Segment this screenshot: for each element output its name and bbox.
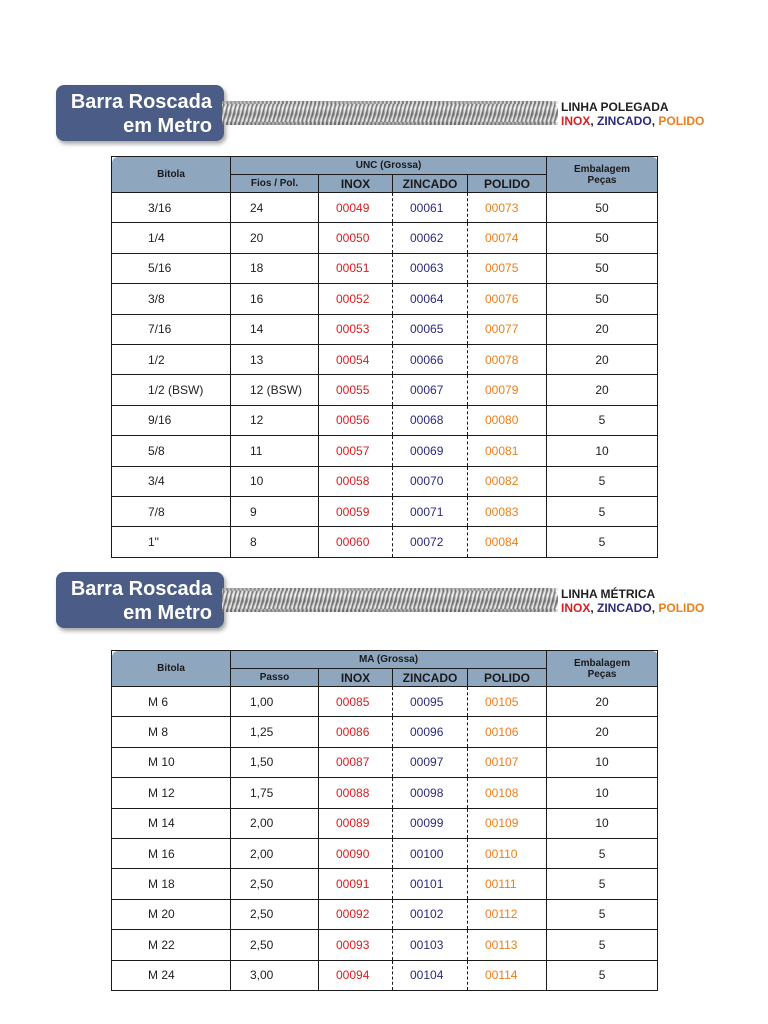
cell-pecas: 5 — [547, 838, 658, 868]
cell-zincado: 00104 — [393, 960, 468, 990]
cell-pecas: 20 — [547, 687, 658, 717]
cell-sub: 13 — [231, 344, 319, 374]
cell-pecas: 5 — [547, 899, 658, 929]
cell-polido: 00076 — [468, 284, 547, 314]
table-row — [112, 193, 658, 223]
cell-inox: 00056 — [319, 405, 393, 435]
cell-sub: 3,00 — [231, 960, 319, 990]
cell-bitola: M 6 — [112, 687, 231, 717]
table-body — [112, 687, 658, 991]
cell-bitola: M 20 — [112, 899, 231, 929]
line-title: LINHA POLEGADA — [561, 100, 669, 114]
cell-zincado: 00100 — [393, 838, 468, 868]
cell-zincado: 00071 — [393, 496, 468, 526]
cell-pecas: 10 — [547, 808, 658, 838]
cell-sub: 1,50 — [231, 747, 319, 777]
table-row — [112, 375, 658, 405]
table-row — [112, 253, 658, 283]
cell-pecas: 5 — [547, 466, 658, 496]
cell-polido: 00110 — [468, 838, 547, 868]
table-row — [112, 496, 658, 526]
cell-sub: 2,50 — [231, 869, 319, 899]
cell-zincado: 00070 — [393, 466, 468, 496]
header-zincado: ZINCADO — [393, 175, 468, 193]
cell-zincado: 00067 — [393, 375, 468, 405]
cell-polido: 00112 — [468, 899, 547, 929]
cell-polido: 00079 — [468, 375, 547, 405]
cell-inox: 00053 — [319, 314, 393, 344]
cell-inox: 00089 — [319, 808, 393, 838]
cell-polido: 00074 — [468, 223, 547, 253]
cell-bitola: 5/8 — [112, 436, 231, 466]
cell-bitola: 7/8 — [112, 496, 231, 526]
cell-zincado: 00098 — [393, 778, 468, 808]
badge-line-2: em Metro — [123, 115, 212, 137]
cell-pecas: 5 — [547, 527, 658, 557]
cell-polido: 00114 — [468, 960, 547, 990]
header-sub: Passo — [231, 669, 319, 687]
cell-bitola: M 12 — [112, 778, 231, 808]
cell-pecas: 5 — [547, 496, 658, 526]
badge-line-1: Barra Roscada — [70, 578, 212, 600]
cell-bitola: 7/16 — [112, 314, 231, 344]
cell-bitola: 3/4 — [112, 466, 231, 496]
cell-zincado: 00097 — [393, 747, 468, 777]
cell-bitola: M 16 — [112, 838, 231, 868]
cell-inox: 00086 — [319, 717, 393, 747]
cell-bitola: 3/16 — [112, 193, 231, 223]
cell-sub: 8 — [231, 527, 319, 557]
table-row — [112, 314, 658, 344]
header-inox: INOX — [319, 175, 393, 193]
threaded-rod-image — [222, 588, 558, 612]
cell-pecas: 20 — [547, 314, 658, 344]
cell-inox: 00055 — [319, 375, 393, 405]
cell-polido: 00082 — [468, 466, 547, 496]
cell-sub: 1,75 — [231, 778, 319, 808]
cell-sub: 24 — [231, 193, 319, 223]
cell-bitola: 1" — [112, 527, 231, 557]
cell-zincado: 00064 — [393, 284, 468, 314]
material-separator: , — [651, 601, 659, 615]
cell-pecas: 5 — [547, 405, 658, 435]
line-materials — [561, 114, 704, 128]
cell-zincado: 00096 — [393, 717, 468, 747]
cell-zincado: 00103 — [393, 930, 468, 960]
cell-pecas: 20 — [547, 344, 658, 374]
badge-line-2: em Metro — [123, 602, 212, 624]
header-polido: POLIDO — [468, 669, 547, 687]
header-group: UNC (Grossa) — [231, 157, 547, 175]
cell-zincado: 00069 — [393, 436, 468, 466]
material-polido: POLIDO — [658, 601, 705, 615]
cell-pecas: 10 — [547, 747, 658, 777]
cell-zincado: 00072 — [393, 527, 468, 557]
cell-bitola: M 10 — [112, 747, 231, 777]
cell-inox: 00088 — [319, 778, 393, 808]
table-row — [112, 466, 658, 496]
cell-bitola: 5/16 — [112, 253, 231, 283]
header-embalagem-line-2: Peças — [587, 668, 617, 680]
cell-sub: 12 — [231, 405, 319, 435]
header-embalagem-line-2: Peças — [587, 174, 617, 186]
cell-pecas: 50 — [547, 193, 658, 223]
header-sub: Fios / Pol. — [231, 175, 319, 193]
cell-polido: 00077 — [468, 314, 547, 344]
cell-bitola: 1/4 — [112, 223, 231, 253]
cell-inox: 00094 — [319, 960, 393, 990]
material-inox: INOX — [561, 114, 591, 128]
cell-pecas: 50 — [547, 223, 658, 253]
cell-sub: 9 — [231, 496, 319, 526]
cell-zincado: 00062 — [393, 223, 468, 253]
material-separator: , — [651, 114, 659, 128]
cell-inox: 00058 — [319, 466, 393, 496]
cell-pecas: 50 — [547, 253, 658, 283]
cell-sub: 2,00 — [231, 838, 319, 868]
table-row — [112, 808, 658, 838]
material-separator: , — [590, 601, 598, 615]
cell-sub: 12 (BSW) — [231, 375, 319, 405]
cell-inox: 00087 — [319, 747, 393, 777]
header-embalagem-line-1: Embalagem — [573, 163, 631, 175]
cell-pecas: 5 — [547, 869, 658, 899]
table-row — [112, 869, 658, 899]
badge-line-1: Barra Roscada — [70, 91, 212, 113]
cell-polido: 00106 — [468, 717, 547, 747]
threaded-rod-image — [222, 101, 558, 125]
cell-zincado: 00101 — [393, 869, 468, 899]
cell-polido: 00107 — [468, 747, 547, 777]
cell-inox: 00052 — [319, 284, 393, 314]
material-separator: , — [590, 114, 598, 128]
cell-bitola: 1/2 (BSW) — [112, 375, 231, 405]
cell-pecas: 20 — [547, 375, 658, 405]
cell-inox: 00059 — [319, 496, 393, 526]
material-polido: POLIDO — [658, 114, 705, 128]
header-embalagem — [547, 157, 658, 193]
cell-bitola: 9/16 — [112, 405, 231, 435]
cell-sub: 11 — [231, 436, 319, 466]
table-row — [112, 838, 658, 868]
cell-bitola: M 22 — [112, 930, 231, 960]
table-row — [112, 344, 658, 374]
material-zincado: ZINCADO — [597, 601, 652, 615]
cell-polido: 00078 — [468, 344, 547, 374]
cell-sub: 2,50 — [231, 899, 319, 929]
cell-inox: 00085 — [319, 687, 393, 717]
cell-bitola: 1/2 — [112, 344, 231, 374]
cell-sub: 16 — [231, 284, 319, 314]
cell-polido: 00075 — [468, 253, 547, 283]
table-row — [112, 930, 658, 960]
header-inox: INOX — [319, 669, 393, 687]
header-polido: POLIDO — [468, 175, 547, 193]
cell-pecas: 10 — [547, 436, 658, 466]
cell-inox: 00093 — [319, 930, 393, 960]
cell-sub: 1,00 — [231, 687, 319, 717]
cell-inox: 00057 — [319, 436, 393, 466]
header-embalagem-line-1: Embalagem — [573, 657, 631, 669]
cell-zincado: 00061 — [393, 193, 468, 223]
cell-sub: 14 — [231, 314, 319, 344]
cell-polido: 00083 — [468, 496, 547, 526]
cell-polido: 00109 — [468, 808, 547, 838]
cell-inox: 00049 — [319, 193, 393, 223]
cell-polido: 00073 — [468, 193, 547, 223]
cell-pecas: 50 — [547, 284, 658, 314]
cell-bitola: M 14 — [112, 808, 231, 838]
cell-zincado: 00063 — [393, 253, 468, 283]
cell-polido: 00080 — [468, 405, 547, 435]
cell-inox: 00051 — [319, 253, 393, 283]
header-zincado: ZINCADO — [393, 669, 468, 687]
cell-bitola: M 24 — [112, 960, 231, 990]
section-badge — [56, 572, 224, 628]
cell-zincado: 00102 — [393, 899, 468, 929]
cell-bitola: M 8 — [112, 717, 231, 747]
cell-sub: 1,25 — [231, 717, 319, 747]
line-title: LINHA MÉTRICA — [561, 587, 656, 601]
header-bitola: Bitola — [112, 651, 231, 687]
table-row — [112, 899, 658, 929]
cell-polido: 00084 — [468, 527, 547, 557]
cell-sub: 2,50 — [231, 930, 319, 960]
cell-bitola: M 18 — [112, 869, 231, 899]
table-row — [112, 284, 658, 314]
cell-inox: 00060 — [319, 527, 393, 557]
cell-pecas: 20 — [547, 717, 658, 747]
cell-pecas: 10 — [547, 778, 658, 808]
line-label — [561, 100, 704, 128]
table-row — [112, 436, 658, 466]
table-row — [112, 960, 658, 990]
spec-table-metrica — [111, 650, 658, 991]
cell-zincado: 00099 — [393, 808, 468, 838]
cell-polido: 00105 — [468, 687, 547, 717]
section-badge — [56, 85, 224, 141]
table-row — [112, 687, 658, 717]
cell-sub: 20 — [231, 223, 319, 253]
header-embalagem — [547, 651, 658, 687]
table-row — [112, 405, 658, 435]
cell-zincado: 00068 — [393, 405, 468, 435]
cell-zincado: 00095 — [393, 687, 468, 717]
cell-inox: 00092 — [319, 899, 393, 929]
cell-polido: 00108 — [468, 778, 547, 808]
table-body — [112, 193, 658, 558]
cell-zincado: 00066 — [393, 344, 468, 374]
cell-inox: 00054 — [319, 344, 393, 374]
table-row — [112, 747, 658, 777]
material-zincado: ZINCADO — [597, 114, 652, 128]
cell-pecas: 5 — [547, 960, 658, 990]
table-row — [112, 778, 658, 808]
table-row — [112, 717, 658, 747]
header-bitola: Bitola — [112, 157, 231, 193]
cell-polido: 00081 — [468, 436, 547, 466]
cell-inox: 00091 — [319, 869, 393, 899]
cell-sub: 2,00 — [231, 808, 319, 838]
line-materials — [561, 601, 704, 615]
cell-inox: 00050 — [319, 223, 393, 253]
table-row — [112, 223, 658, 253]
header-group: MA (Grossa) — [231, 651, 547, 669]
cell-inox: 00090 — [319, 838, 393, 868]
cell-sub: 18 — [231, 253, 319, 283]
line-label — [561, 587, 704, 615]
cell-pecas: 5 — [547, 930, 658, 960]
cell-polido: 00111 — [468, 869, 547, 899]
cell-sub: 10 — [231, 466, 319, 496]
material-inox: INOX — [561, 601, 591, 615]
cell-zincado: 00065 — [393, 314, 468, 344]
cell-bitola: 3/8 — [112, 284, 231, 314]
spec-table-polegada — [111, 156, 658, 558]
table-row — [112, 527, 658, 557]
cell-polido: 00113 — [468, 930, 547, 960]
